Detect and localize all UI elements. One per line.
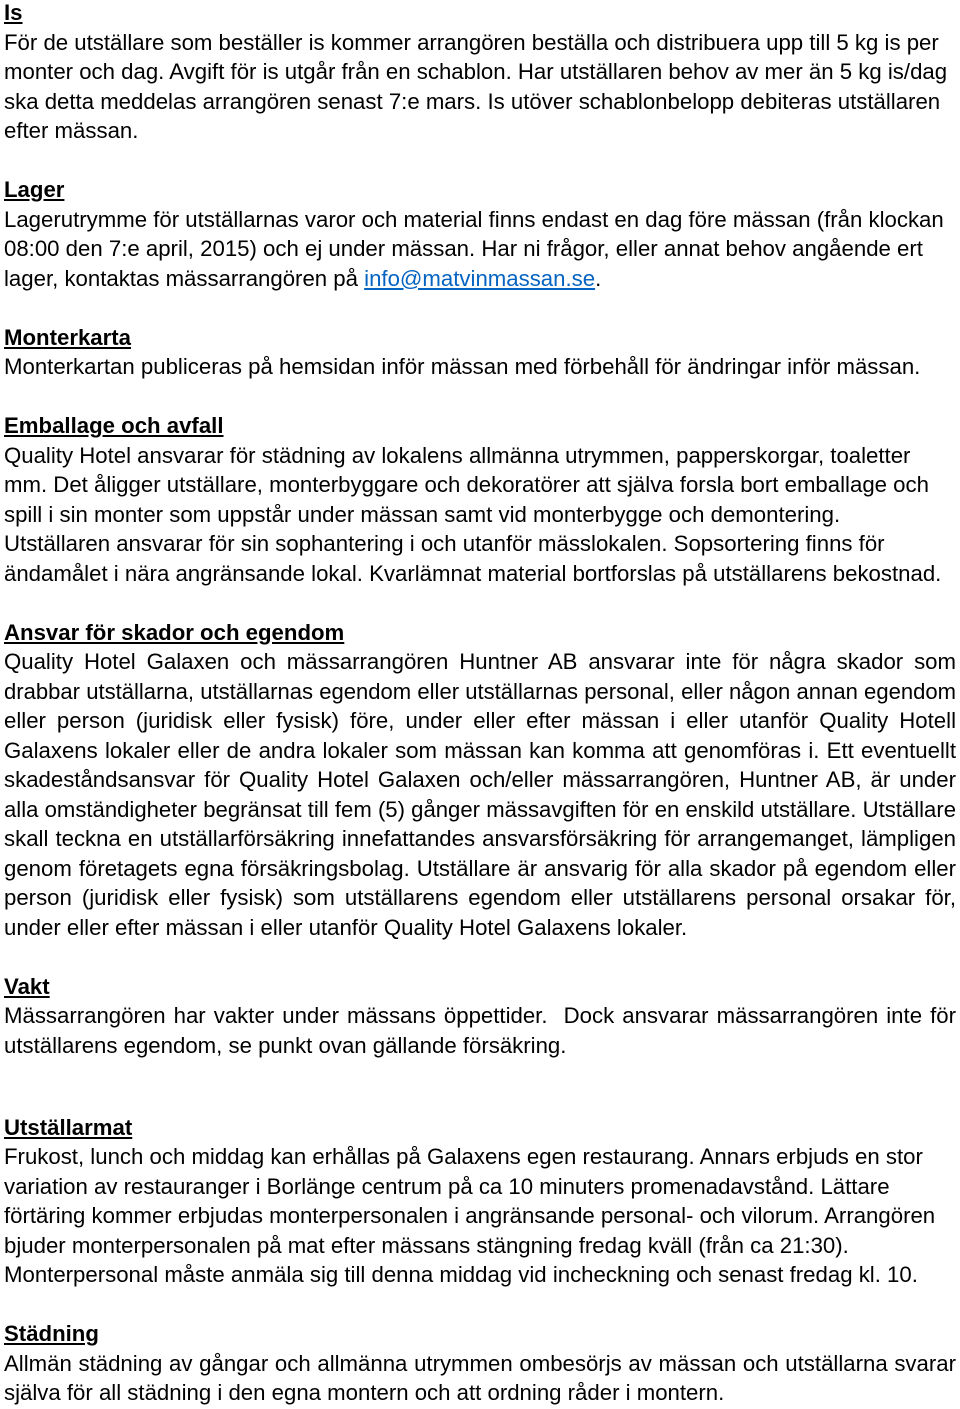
section-heading-is: Is xyxy=(4,0,23,25)
paragraph-spacer xyxy=(4,382,957,412)
section-lager xyxy=(4,175,957,293)
paragraph-line: Utställaren ansvarar för sin sophantering i och utanför mässlokalen. Sopsortering finns för xyxy=(4,531,885,556)
paragraph-line: variation av restauranger i Borlänge centrum på ca 10 minuters promenadavstånd. Lättare xyxy=(4,1173,890,1199)
paragraph-line: ändamålet i nära angränsande lokal. Kvarlämnat material bortforslas på utställarens bekostnad. xyxy=(4,560,942,586)
paragraph-line: eller person (juridisk eller fysisk) före, under eller efter mässan i eller utanför Quality Hotell xyxy=(4,708,956,733)
paragraph-line: skadeståndsansvar för Quality Hotel Galaxen och/eller mässarrangören, Huntner AB, är under xyxy=(4,767,956,792)
paragraph-line: efter mässan. xyxy=(4,118,139,143)
section-monterkarta xyxy=(4,323,957,382)
paragraph-line: alla omständigheter begränsat till fem (5) gånger mässavgiften för en enskild utställare. Utställare xyxy=(4,796,956,822)
document-page xyxy=(4,0,957,1408)
section-ansvar xyxy=(4,618,957,943)
email-link[interactable]: info@matvinmassan.se xyxy=(364,265,596,291)
contact-suffix: . xyxy=(595,265,602,291)
section-is xyxy=(4,0,957,146)
section-heading-ansvar: Ansvar för skador och egendom xyxy=(4,619,345,645)
paragraph-line: 08:00 den 7:e april, 2015) och ej under mässan. Har ni frågor, eller annat behov angående ert xyxy=(4,236,923,261)
paragraph-spacer xyxy=(4,146,957,176)
contact-text: lager, kontaktas mässarrangören på xyxy=(4,265,365,291)
section-utstallarmat xyxy=(4,1113,957,1290)
paragraph-line: Quality Hotel Galaxen och mässarrangören Huntner AB ansvarar inte för några skador som xyxy=(4,649,956,674)
paragraph-line: Allmän städning av gångar och allmänna utrymmen ombesörjs av mässan och utställarna svarar xyxy=(4,1350,956,1376)
section-heading-stadning: Städning xyxy=(4,1321,99,1346)
paragraph-line: Mässarrangören har vakter under mässans öppettider. Dock ansvarar mässarrangören inte för xyxy=(4,1003,956,1028)
section-vakt xyxy=(4,972,957,1061)
section-heading-lager: Lager xyxy=(4,177,65,202)
paragraph-spacer xyxy=(4,293,957,323)
paragraph-line: utställarens egendom, se punkt ovan gällande försäkring. xyxy=(4,1032,567,1058)
paragraph-line: mm. Det åligger utställare, monterbyggare och dekoratörer att själva forsla bort emballage och xyxy=(4,472,929,497)
paragraph-spacer xyxy=(4,942,957,972)
paragraph-line: Galaxens lokaler eller de andra lokaler som mässan kan komma att genomföras i. Ett eventuellt xyxy=(4,737,956,763)
paragraph-line: själva för all städning i den egna montern och att ordning råder i montern. xyxy=(4,1380,725,1405)
paragraph-spacer xyxy=(4,588,957,618)
paragraph-line: Frukost, lunch och middag kan erhållas på Galaxens egen restaurang. Annars erbjuds en stor xyxy=(4,1144,923,1169)
paragraph-line: Monterkartan publiceras på hemsidan inför mässan med förbehåll för ändringar inför mässan. xyxy=(4,354,921,379)
paragraph-line: genom företagets egna försäkringsbolag. Utställare är ansvarig för alla skador på egendom eller xyxy=(4,855,956,881)
paragraph-spacer xyxy=(4,1290,957,1320)
paragraph-line: drabbar utställarna, utställarnas egendom eller utställarnas personal, eller någon annan egendom xyxy=(4,678,956,704)
section-heading-monterkarta: Monterkarta xyxy=(4,324,131,350)
paragraph-line: monter och dag. Avgift för is utgår från en schablon. Har utställaren behov av mer än 5 kg is/dag xyxy=(4,59,948,84)
paragraph-spacer xyxy=(4,1060,957,1113)
paragraph-line: ska detta meddelas arrangören senast 7:e mars. Is utöver schablonbelopp debiteras utställaren xyxy=(4,88,941,114)
paragraph-line: under eller efter mässan i eller utanför Quality Hotel Galaxens lokaler. xyxy=(4,914,688,940)
section-heading-utstallarmat: Utställarmat xyxy=(4,1114,133,1140)
paragraph-line: Quality Hotel ansvarar för städning av lokalens allmänna utrymmen, papperskorgar, toaletter xyxy=(4,442,911,468)
paragraph-line: Lagerutrymme för utställarnas varor och material finns endast en dag före mässan (från klockan xyxy=(4,206,944,232)
section-heading-vakt: Vakt xyxy=(4,973,50,999)
section-stadning xyxy=(4,1319,957,1408)
paragraph-line-contact xyxy=(4,264,957,294)
paragraph-line: Monterpersonal måste anmäla sig till denna middag vid incheckning och senast fredag kl. 10. xyxy=(4,1262,918,1287)
paragraph-line: bjuder monterpersonalen på mat efter mässans stängning fredag kväll (från ca 21:30). xyxy=(4,1232,849,1258)
paragraph-line: person (juridisk eller fysisk) som utställarens egendom eller utställarens personal orsakar för, xyxy=(4,885,956,910)
paragraph-line: spill i sin monter som uppstår under mässan samt vid monterbygge och demontering. xyxy=(4,501,841,527)
paragraph-line: förtäring kommer erbjudas monterpersonalen i angränsande personal- och vilorum. Arrangören xyxy=(4,1203,936,1228)
paragraph-line: För de utställare som beställer is kommer arrangören beställa och distribuera upp till 5 kg is per xyxy=(4,29,939,55)
section-heading-emballage: Emballage och avfall xyxy=(4,413,224,438)
section-emballage xyxy=(4,411,957,588)
paragraph-line: skall teckna en utställarförsäkring innefattandes ansvarsförsäkring för arrangemanget, lämpligen xyxy=(4,826,956,851)
